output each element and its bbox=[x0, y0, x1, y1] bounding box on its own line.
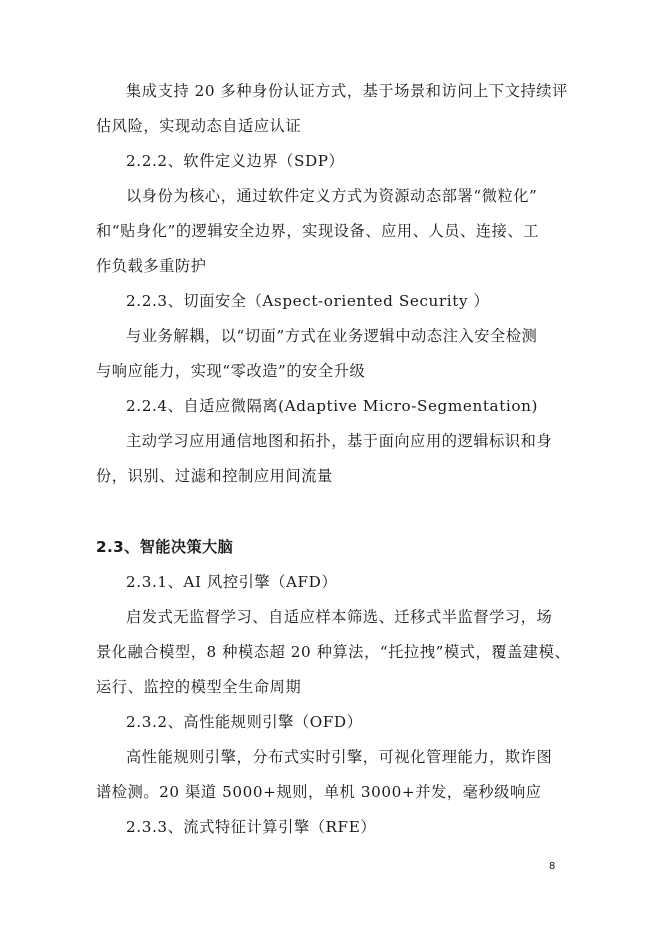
paragraph-line: 主动学习应用通信地图和拓扑，基于面向应用的逻辑标识和身 bbox=[126, 432, 553, 450]
paragraph-line: 高性能规则引擎，分布式实时引擎，可视化管理能力，欺诈图 bbox=[126, 748, 553, 766]
section-heading-2-2-2: 2.2.2、软件定义边界（SDP） bbox=[126, 152, 345, 170]
paragraph-line: 与响应能力，实现“零改造”的安全升级 bbox=[96, 362, 366, 380]
paragraph-line: 份，识别、过滤和控制应用间流量 bbox=[96, 467, 333, 485]
section-heading-2-3-2: 2.3.2、高性能规则引擎（OFD） bbox=[126, 713, 363, 731]
paragraph-line: 以身份为核心，通过软件定义方式为资源动态部署“微粒化” bbox=[126, 187, 538, 205]
paragraph-line: 与业务解耦，以“切面”方式在业务逻辑中动态注入安全检测 bbox=[126, 327, 538, 345]
paragraph-line: 谱检测。20 渠道 5000+规则，单机 3000+并发，毫秒级响应 bbox=[96, 783, 542, 801]
paragraph-line: 集成支持 20 多种身份认证方式，基于场景和访问上下文持续评 bbox=[126, 82, 568, 100]
paragraph-line: 景化融合模型，8 种模态超 20 种算法，“托拉拽”模式，覆盖建模、 bbox=[96, 643, 571, 661]
section-heading-2-3: 2.3、智能决策大脑 bbox=[96, 538, 234, 556]
paragraph-line: 作负载多重防护 bbox=[96, 257, 207, 275]
paragraph-line: 运行、监控的模型全生命周期 bbox=[96, 678, 302, 696]
section-heading-2-3-1: 2.3.1、AI 风控引擎（AFD） bbox=[126, 573, 338, 591]
paragraph-line: 估风险，实现动态自适应认证 bbox=[96, 117, 302, 135]
page-number: 8 bbox=[549, 861, 556, 872]
section-heading-2-3-3: 2.3.3、流式特征计算引擎（RFE） bbox=[126, 818, 377, 836]
section-heading-2-2-3: 2.2.3、切面安全（Aspect-oriented Security ） bbox=[126, 292, 490, 310]
paragraph-line: 启发式无监督学习、自适应样本筛选、迁移式半监督学习，场 bbox=[126, 608, 553, 626]
section-heading-2-2-4: 2.2.4、自适应微隔离(Adaptive Micro-Segmentation) bbox=[126, 397, 539, 415]
paragraph-line: 和“贴身化”的逻辑安全边界，实现设备、应用、人员、连接、工 bbox=[96, 222, 539, 240]
